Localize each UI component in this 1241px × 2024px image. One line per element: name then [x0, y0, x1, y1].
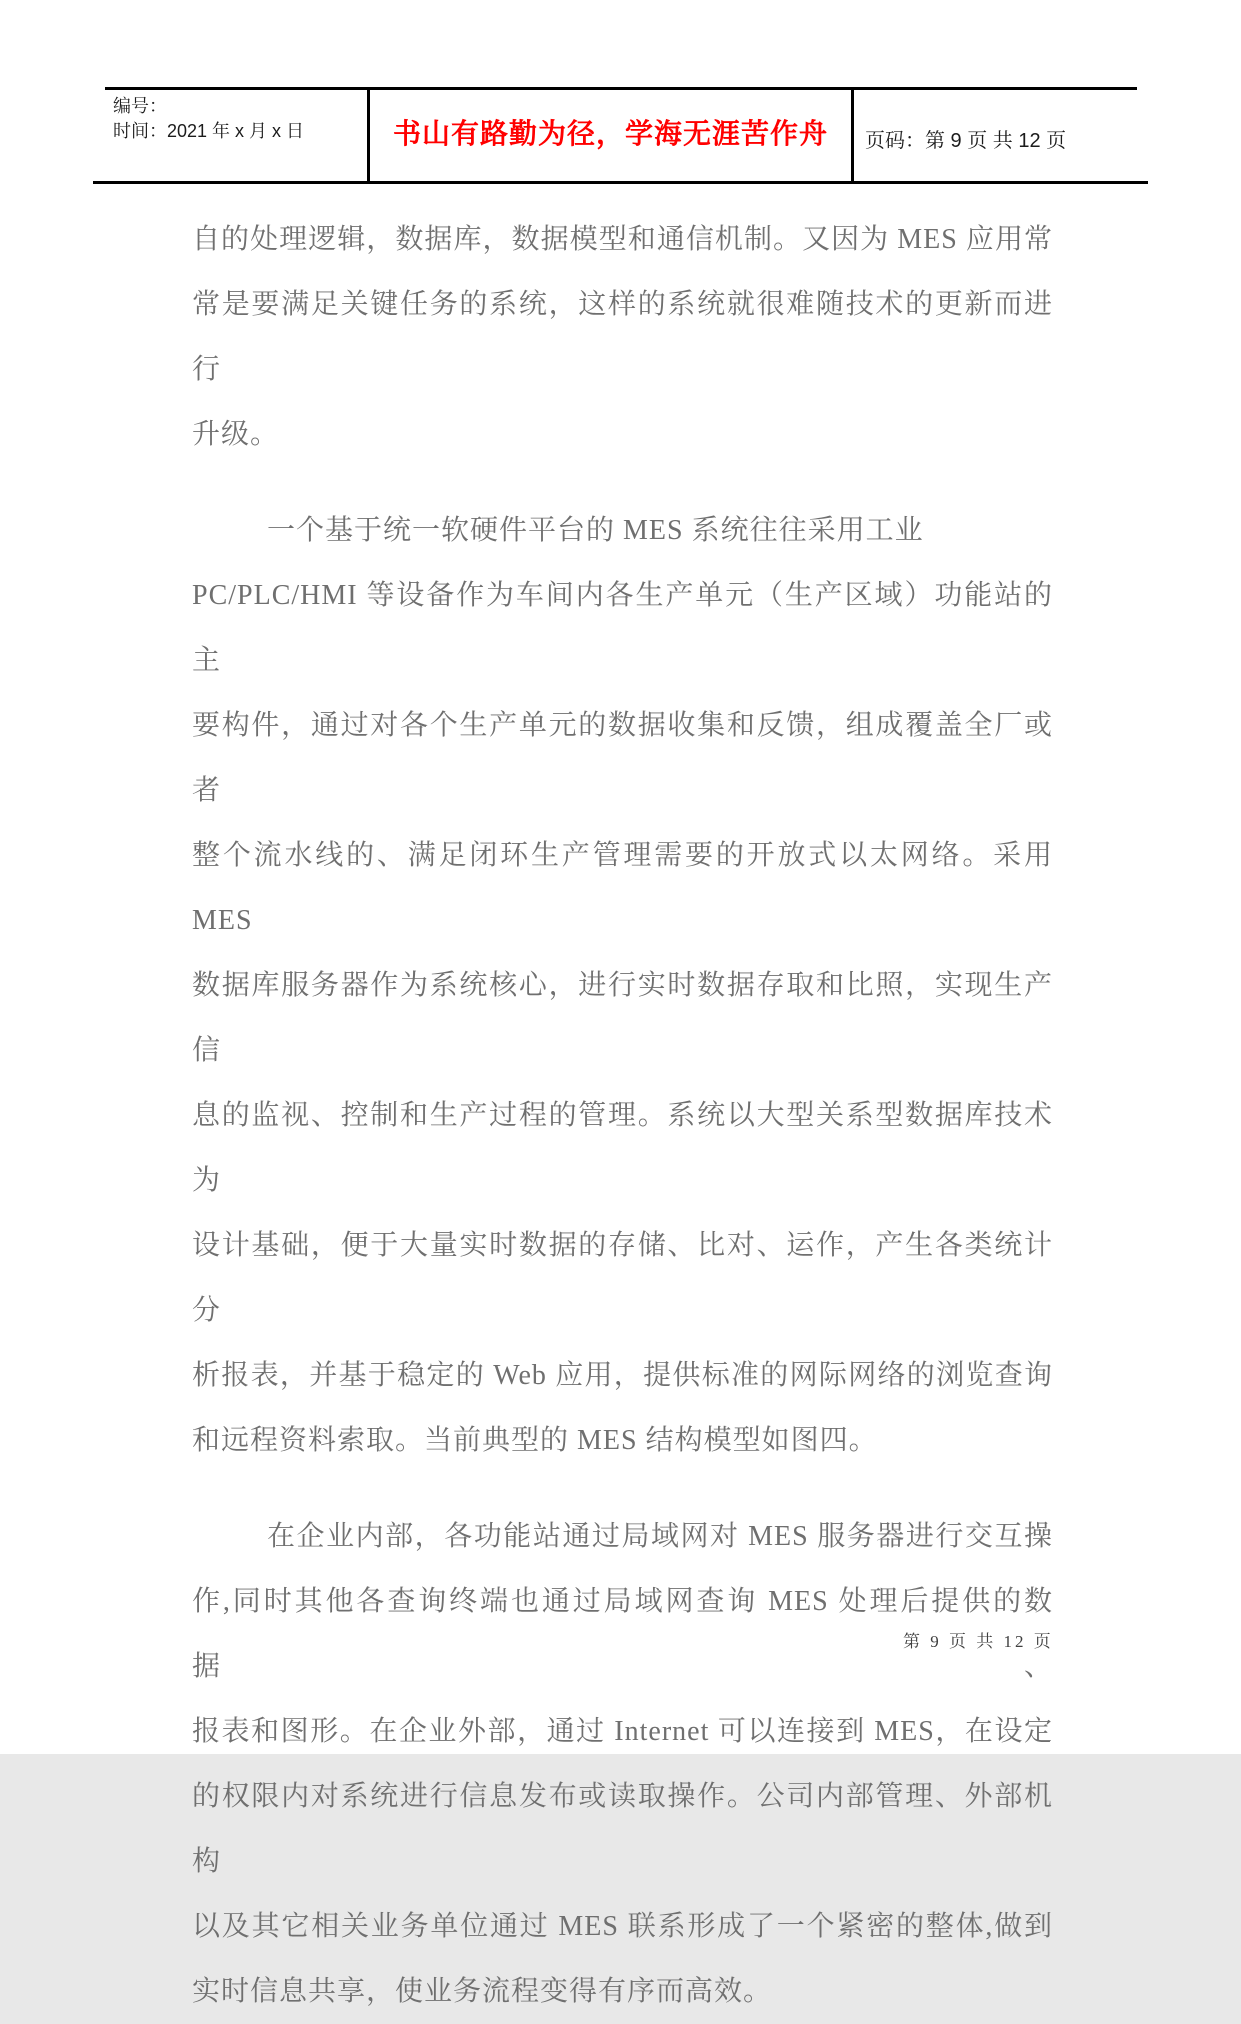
header-bottom-border — [93, 181, 1148, 184]
header-motto: 书山有路勤为径，学海无涯苦作舟 — [392, 118, 828, 149]
body-line: PC/PLC/HMI 等设备作为车间内各生产单元（生产区域）功能站的主 — [192, 580, 1053, 676]
doc-date-label: 时间：2021 年 x 月 x 日 — [113, 121, 305, 141]
body-line: 要构件，通过对各个生产单元的数据收集和反馈，组成覆盖全厂或者 — [192, 710, 1053, 806]
header-page-number: 页码：第 9 页 共 12 页 — [865, 130, 1067, 152]
header-divider-right — [851, 87, 854, 184]
body-line: 作,同时其他各查询终端也通过局域网查询 MES 处理后提供的数据、 — [192, 1586, 1053, 1682]
body-line: 在企业内部，各功能站通过局域网对 MES 服务器进行交互操 — [267, 1521, 1053, 1552]
body-line: 整个流水线的、满足闭环生产管理需要的开放式以太网络。采用 MES — [192, 840, 1053, 936]
paragraph — [192, 498, 1053, 1473]
body-line: 的权限内对系统进行信息发布或读取操作。公司内部管理、外部机构 — [192, 1781, 1053, 1877]
body-line: 报表和图形。在企业外部，通过 Internet 可以连接到 MES，在设定 — [192, 1716, 1053, 1747]
paragraph — [192, 207, 1053, 467]
body-line: 实时信息共享，使业务流程变得有序而高效。 — [192, 1976, 773, 2007]
body-line: 常是要满足关键任务的系统，这样的系统就很难随技术的更新而进行 — [192, 289, 1053, 385]
header-divider-left — [367, 87, 370, 184]
body-line: 析报表，并基于稳定的 Web 应用，提供标准的网际网络的浏览查询 — [192, 1360, 1053, 1391]
body-line: 升级。 — [192, 419, 280, 450]
body-line: 一个基于统一软硬件平台的 MES 系统往往采用工业 — [267, 515, 924, 546]
header-meta — [113, 94, 304, 144]
body-line: 息的监视、控制和生产过程的管理。系统以大型关系型数据库技术为 — [192, 1100, 1053, 1196]
body-line: 以及其它相关业务单位通过 MES 联系形成了一个紧密的整体,做到 — [192, 1911, 1053, 1942]
paragraph — [192, 1504, 1053, 2024]
body-line: 设计基础，便于大量实时数据的存储、比对、运作，产生各类统计分 — [192, 1230, 1053, 1326]
body-line: 自的处理逻辑，数据库，数据模型和通信机制。又因为 MES 应用常 — [192, 224, 1053, 255]
body-line: 和远程资料索取。当前典型的 MES 结构模型如图四。 — [192, 1425, 878, 1456]
footer-page-number: 第 9 页 共 12 页 — [903, 1632, 1054, 1651]
body-line: 数据库服务器作为系统核心，进行实时数据存取和比照，实现生产信 — [192, 970, 1053, 1066]
header-top-border — [105, 87, 1137, 90]
doc-number-label: 编号： — [113, 96, 167, 116]
document-body — [192, 207, 1053, 2024]
